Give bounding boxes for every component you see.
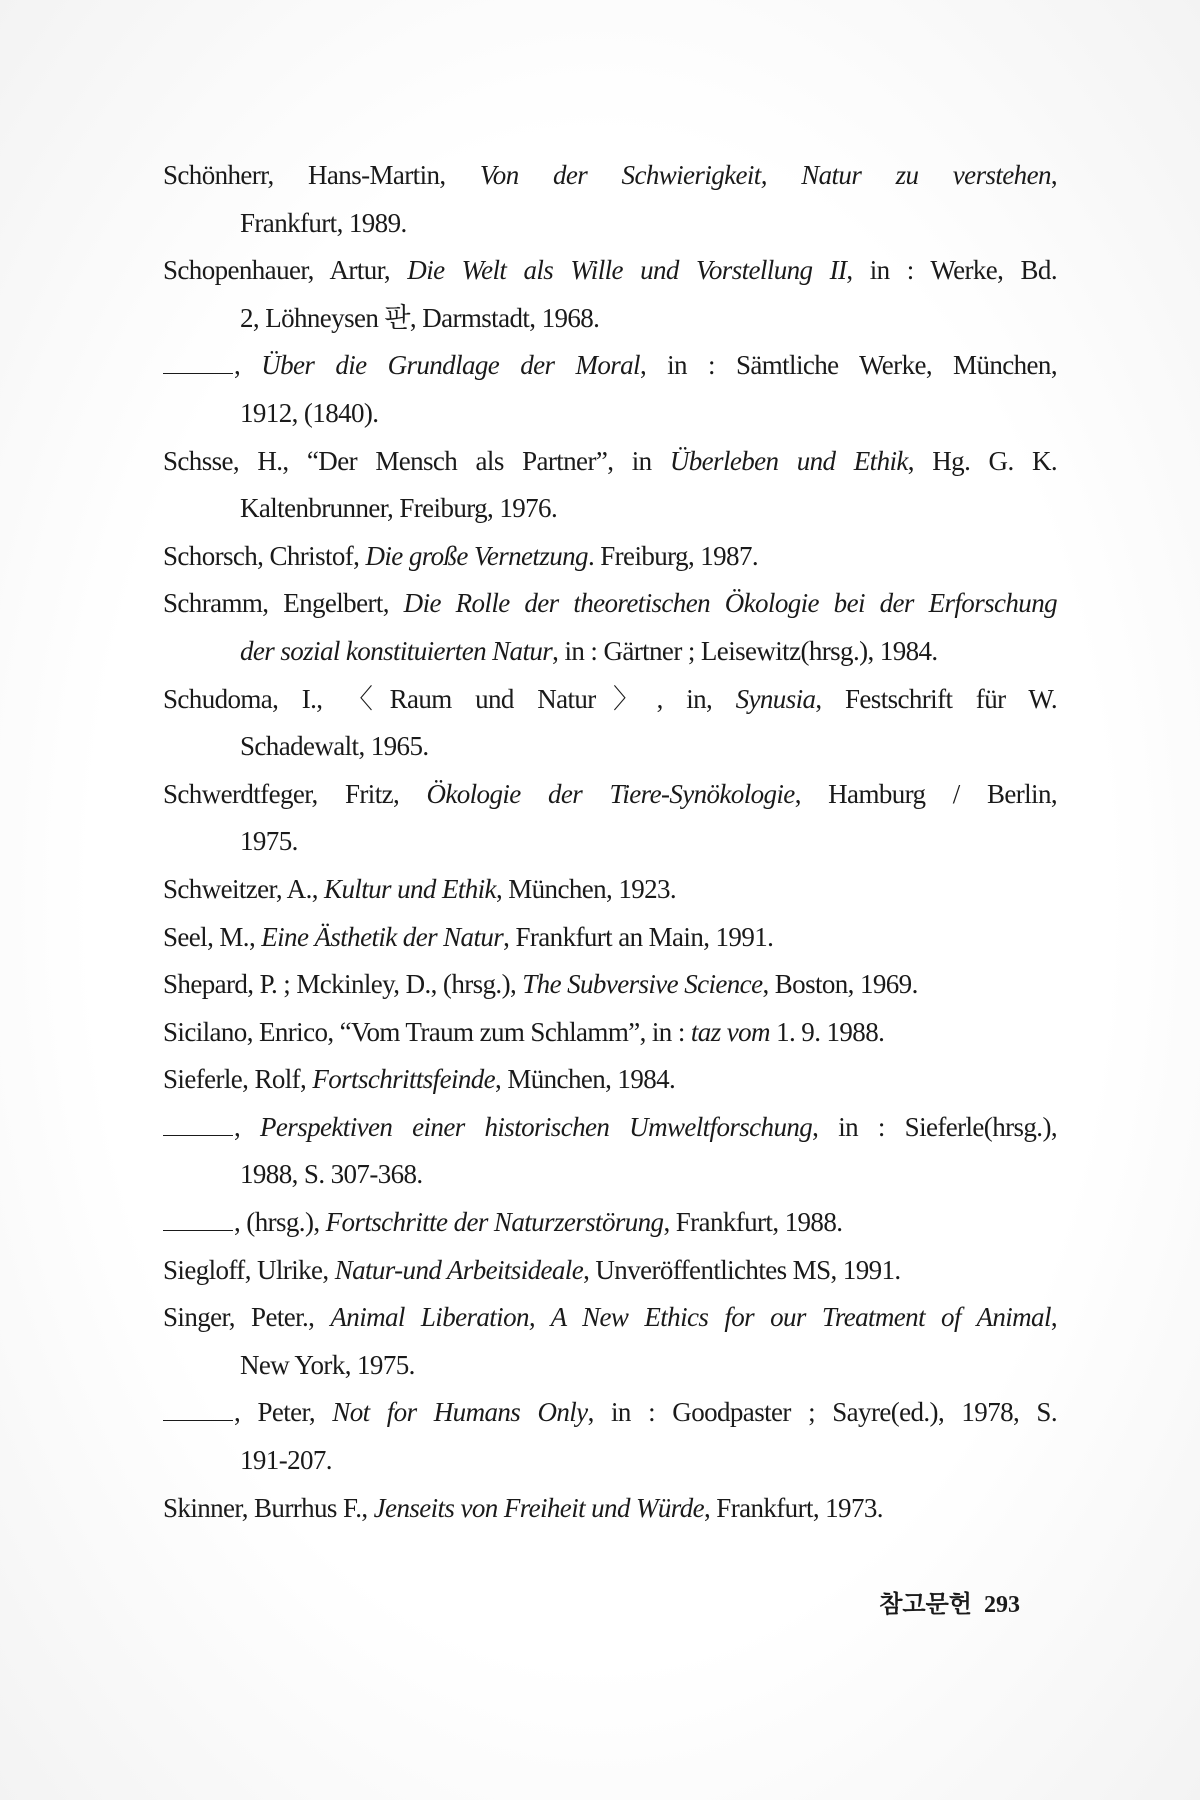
bibliography-entry	[163, 914, 1057, 962]
citation-text: , Frankfurt an Main, 1991.	[503, 921, 774, 952]
entry-first-line	[163, 1199, 1057, 1247]
citation-text: 1. 9. 1988.	[769, 1016, 885, 1047]
citation-text: Schramm, Engelbert,	[163, 588, 404, 619]
entry-first-line	[163, 152, 1057, 200]
entry-continuation-line	[163, 485, 1057, 533]
same-author-dash	[163, 373, 233, 374]
entry-continuation-line	[163, 1151, 1057, 1199]
citation-text: Singer, Peter.,	[163, 1302, 331, 1333]
entry-first-line	[163, 1247, 1057, 1295]
citation-text: ,	[1050, 160, 1058, 190]
bibliography-entry	[163, 1247, 1057, 1295]
title-text: Die Rolle der theoretischen Ökologie bei der Erforschung	[403, 588, 1057, 619]
citation-text: Sieferle, Rolf,	[163, 1064, 313, 1095]
citation-text: , in : Goodpaster ; Sayre(ed.), 1978, S.	[587, 1397, 1058, 1428]
title-text: Fortschritte der Naturzerstörung	[325, 1207, 664, 1238]
citation-text: . Freiburg, 1987.	[587, 540, 758, 571]
bibliography-entry	[163, 771, 1057, 866]
page-footer	[867, 1584, 1020, 1619]
citation-text: , (hrsg.),	[234, 1207, 326, 1238]
bibliography-entry	[163, 580, 1057, 675]
entry-first-line	[163, 1294, 1057, 1342]
bibliography-entry	[163, 961, 1057, 1009]
entry-first-line	[163, 866, 1057, 914]
bibliography-entry	[163, 676, 1057, 771]
citation-text: 2, Löhneysen 판, Darmstadt, 1968.	[240, 302, 600, 333]
citation-text: , in : Sämtliche Werke, München,	[639, 350, 1057, 381]
citation-text: , Frankfurt, 1973.	[703, 1492, 883, 1523]
bibliography-entry	[163, 1104, 1057, 1199]
citation-text: , München, 1984.	[495, 1064, 676, 1095]
citation-text: , Boston, 1969.	[762, 969, 918, 1000]
citation-text: , in : Sieferle(hrsg.),	[812, 1111, 1057, 1142]
citation-text: Schorsch, Christof,	[163, 540, 366, 571]
entry-first-line	[163, 1485, 1057, 1533]
entry-first-line	[163, 1056, 1057, 1104]
citation-text: Schopenhauer, Artur,	[163, 255, 408, 286]
entry-first-line	[163, 1389, 1057, 1437]
citation-text: Kaltenbrunner, Freiburg, 1976.	[240, 493, 558, 524]
citation-text: Shepard, P. ; Mckinley, D., (hrsg.),	[163, 969, 523, 1000]
title-text: Not for Humans Only	[332, 1397, 588, 1428]
citation-text: Seel, M.,	[163, 921, 262, 952]
title-text: Synusia	[735, 683, 816, 714]
citation-text: Schweitzer, A.,	[163, 873, 325, 904]
citation-text: , in : Gärtner ; Leisewitz(hrsg.), 1984.	[552, 635, 938, 666]
same-author-dash	[163, 1135, 233, 1136]
entry-first-line	[163, 247, 1057, 295]
same-author-dash	[163, 1230, 233, 1231]
title-text: Natur-und Arbeitsideale	[334, 1254, 584, 1285]
entry-first-line	[163, 438, 1057, 486]
entry-continuation-line	[163, 390, 1057, 438]
citation-text: Schwerdtfeger, Fritz,	[163, 778, 427, 809]
citation-text: , Hg. G. K.	[907, 445, 1057, 476]
title-text: Ökologie der Tiere-Synökologie	[426, 778, 795, 809]
citation-text: , Unveröffentlichtes MS, 1991.	[583, 1254, 901, 1285]
entry-continuation-line	[163, 1437, 1057, 1485]
entry-continuation-line	[163, 723, 1057, 771]
entry-continuation-line	[163, 200, 1057, 248]
citation-text: , Hamburg / Berlin,	[794, 778, 1058, 809]
same-author-dash	[163, 1420, 233, 1421]
bibliography-entry	[163, 1485, 1057, 1533]
title-text: Perspektiven einer historischen Umweltforschung	[260, 1111, 813, 1142]
bibliography-entry	[163, 342, 1057, 437]
entry-continuation-line	[163, 818, 1057, 866]
citation-text: Siegloff, Ulrike,	[163, 1254, 335, 1285]
bibliography-entry	[163, 152, 1057, 247]
entry-first-line	[163, 676, 1057, 724]
citation-text: 191-207.	[240, 1445, 332, 1476]
title-text: Kultur und Ethik	[324, 873, 496, 904]
entry-continuation-line	[163, 628, 1057, 676]
citation-text: Frankfurt, 1989.	[240, 207, 407, 238]
citation-text: , München, 1923.	[495, 873, 677, 904]
entry-first-line	[163, 961, 1057, 1009]
bibliography-entry	[163, 1294, 1057, 1389]
bibliography-entry	[163, 1056, 1057, 1104]
page-number: 293	[984, 1592, 1020, 1618]
bibliography-entry	[163, 1199, 1057, 1247]
title-text: taz vom	[690, 1016, 770, 1047]
citation-text: , in : Werke, Bd.	[846, 255, 1057, 286]
entry-first-line	[163, 771, 1057, 819]
entry-first-line	[163, 533, 1057, 581]
title-text: Die Welt als Wille und Vorstellung II	[407, 255, 847, 286]
citation-text: ,	[1050, 1302, 1057, 1333]
citation-text: ,	[234, 1111, 261, 1142]
bibliography-entry	[163, 866, 1057, 914]
title-text: Von der Schwierigkeit, Natur zu verstehen	[479, 160, 1051, 190]
entry-continuation-line	[163, 1342, 1057, 1390]
running-footer-section: 참고문헌	[879, 1592, 972, 1618]
entry-continuation-line	[163, 295, 1057, 343]
citation-text: 1975.	[240, 826, 298, 857]
title-text: Die große Vernetzung	[365, 540, 588, 571]
entry-first-line	[163, 914, 1057, 962]
bibliography-entry	[163, 1389, 1057, 1484]
citation-text: Sicilano, Enrico, “Vom Traum zum Schlamm”, in :	[163, 1016, 691, 1047]
citation-text: Schadewalt, 1965.	[240, 731, 429, 762]
bibliography-entry	[163, 533, 1057, 581]
citation-text: Schudoma, I., 〈Raum und Natur〉, in,	[163, 683, 736, 714]
citation-text: , Frankfurt, 1988.	[663, 1207, 843, 1238]
bibliography-entry	[163, 1009, 1057, 1057]
entry-first-line	[163, 1104, 1057, 1152]
citation-text: New York, 1975.	[240, 1349, 415, 1380]
title-text: Jenseits von Freiheit und Würde	[373, 1492, 704, 1523]
citation-text: , Festschrift für W.	[815, 683, 1057, 714]
title-text: The Subversive Science	[522, 969, 763, 1000]
title-text: Über die Grundlage der Moral	[261, 350, 640, 381]
citation-text: 1988, S. 307-368.	[240, 1159, 423, 1190]
citation-text: Skinner, Burrhus F.,	[163, 1492, 374, 1523]
title-text: Überleben und Ethik	[669, 445, 908, 476]
citation-text: Schönherr, Hans-Martin,	[163, 160, 480, 190]
citation-text: Schsse, H., “Der Mensch als Partner”, in	[163, 445, 670, 476]
title-text: Animal Liberation, A New Ethics for our Treatment of Animal	[330, 1302, 1051, 1333]
citation-text: , Peter,	[234, 1397, 333, 1428]
entry-first-line	[163, 580, 1057, 628]
title-text: Fortschrittsfeinde	[312, 1064, 496, 1095]
title-text: der sozial konstituierten Natur	[240, 635, 553, 666]
bibliography-list	[163, 152, 1057, 1532]
citation-text: 1912, (1840).	[240, 397, 379, 428]
bibliography-entry	[163, 438, 1057, 533]
bibliography-entry	[163, 247, 1057, 342]
entry-first-line	[163, 342, 1057, 390]
citation-text: ,	[234, 350, 262, 381]
title-text: Eine Ästhetik der Natur	[261, 921, 504, 952]
entry-first-line	[163, 1009, 1057, 1057]
